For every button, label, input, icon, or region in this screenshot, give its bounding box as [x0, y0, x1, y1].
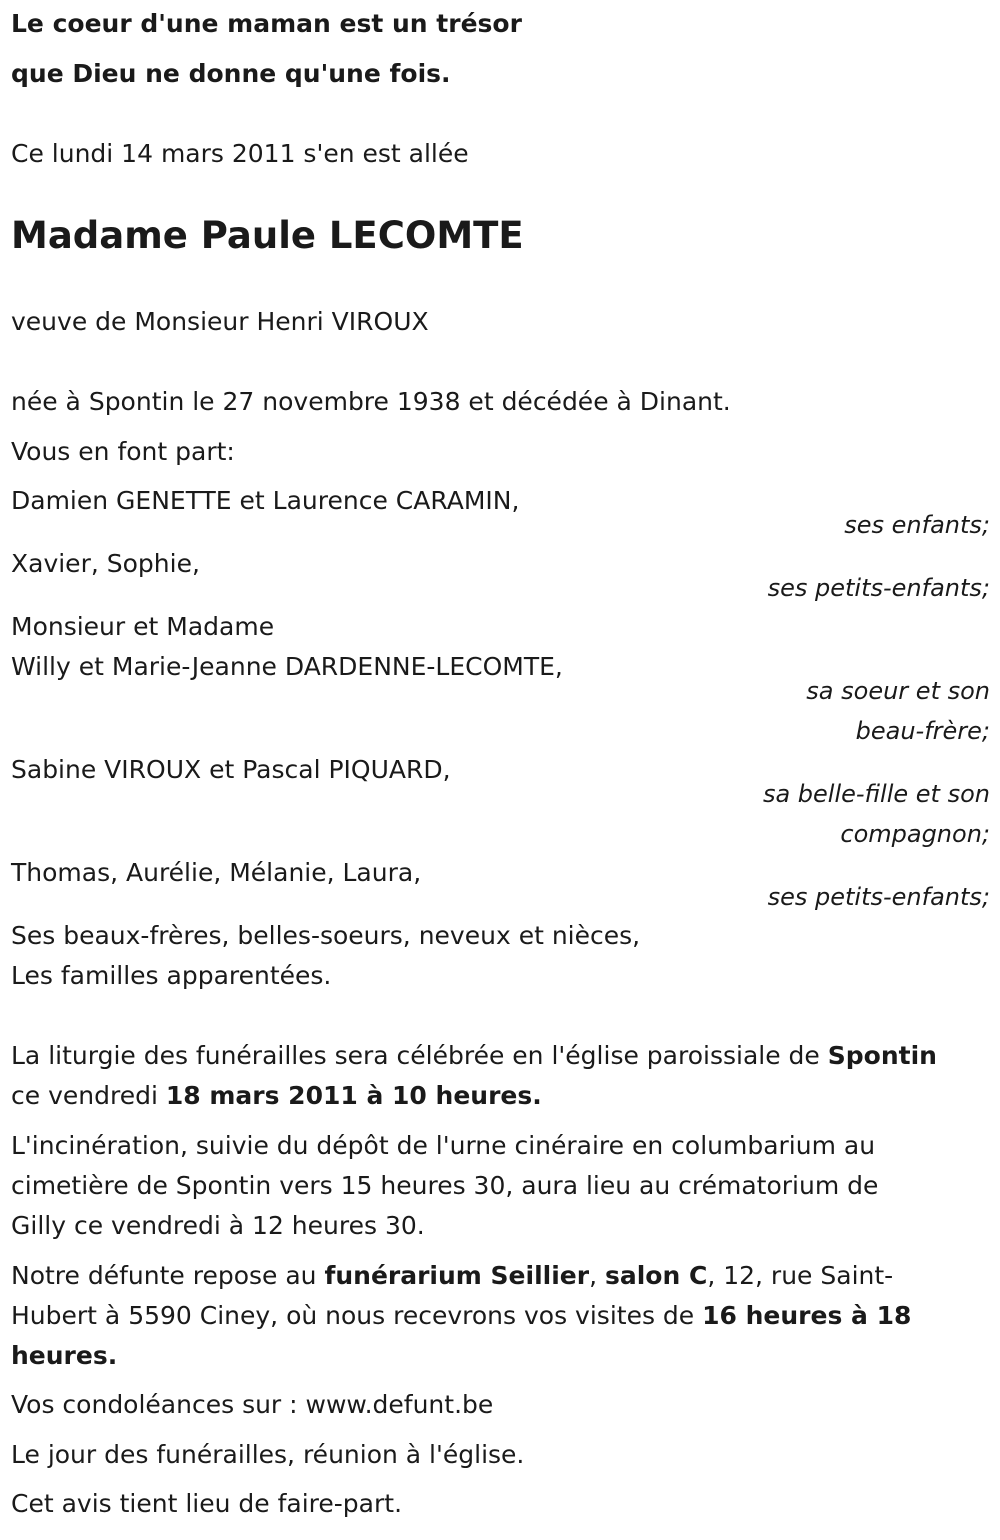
- family-relation-5: ses petits-enfants;: [767, 883, 990, 911]
- family-relation-3a: sa soeur et son: [806, 677, 990, 705]
- salon-name: salon C: [604, 1261, 708, 1290]
- spouse-text: veuve de Monsieur Henri VIROUX: [11, 307, 429, 336]
- family-name-3b: Willy et Marie-Jeanne DARDENNE-LECOMTE,: [11, 652, 563, 681]
- liturgy-text: La liturgie des funérailles sera célébrée en l'église paroissiale de: [11, 1041, 828, 1070]
- quote-line-1: Le coeur d'une maman est un trésor: [11, 9, 522, 38]
- family-relation-1: ses enfants;: [844, 511, 990, 539]
- liturgy-line-1: [11, 1040, 937, 1072]
- rest-address: , 12, rue Saint-: [707, 1261, 894, 1290]
- family-name-4: Sabine VIROUX et Pascal PIQUARD,: [11, 755, 451, 784]
- rest-line-3: heures.: [11, 1341, 118, 1370]
- liturgy-day: ce vendredi: [11, 1081, 166, 1110]
- family-name-1: Damien GENETTE et Laurence CARAMIN,: [11, 486, 520, 515]
- visit-hours: 16 heures à 18: [702, 1301, 912, 1330]
- birth-death-text: née à Spontin le 27 novembre 1938 et décédée à Dinant.: [11, 387, 731, 416]
- condolences-text: Vos condoléances sur : www.defunt.be: [11, 1390, 494, 1419]
- extended-family-2: Les familles apparentées.: [11, 961, 332, 990]
- cremation-line-1: L'incinération, suivie du dépôt de l'urne cinéraire en columbarium au: [11, 1131, 876, 1160]
- family-relation-4a: sa belle-fille et son: [762, 780, 990, 808]
- rest-line-2: [11, 1300, 911, 1332]
- family-name-2: Xavier, Sophie,: [11, 549, 200, 578]
- liturgy-line-2: [11, 1080, 542, 1112]
- cremation-line-2: cimetière de Spontin vers 15 heures 30, aura lieu au crématorium de: [11, 1171, 879, 1200]
- cremation-line-3: Gilly ce vendredi à 12 heures 30.: [11, 1211, 425, 1240]
- notice-text: Cet avis tient lieu de faire-part.: [11, 1489, 403, 1518]
- visit-text: Hubert à 5590 Ciney, où nous recevrons vos visites de: [11, 1301, 703, 1330]
- rest-separator: ,: [589, 1261, 605, 1290]
- family-relation-2: ses petits-enfants;: [767, 574, 990, 602]
- family-relation-3b: beau-frère;: [855, 717, 990, 745]
- liturgy-datetime: 18 mars 2011 à 10 heures.: [165, 1081, 542, 1110]
- quote-line-2: que Dieu ne donne qu'une fois.: [11, 59, 451, 88]
- rest-text: Notre défunte repose au: [11, 1261, 325, 1290]
- intro-text: Ce lundi 14 mars 2011 s'en est allée: [11, 139, 469, 168]
- rest-line-1: [11, 1260, 893, 1292]
- deceased-name: Madame Paule LECOMTE: [11, 214, 524, 257]
- announce-text: Vous en font part:: [11, 437, 235, 466]
- family-relation-4b: compagnon;: [840, 820, 990, 848]
- family-name-5: Thomas, Aurélie, Mélanie, Laura,: [11, 858, 422, 887]
- extended-family-1: Ses beaux-frères, belles-soeurs, neveux et nièces,: [11, 921, 641, 950]
- liturgy-place: Spontin: [827, 1041, 937, 1070]
- family-name-3a: Monsieur et Madame: [11, 612, 275, 641]
- meeting-text: Le jour des funérailles, réunion à l'église.: [11, 1440, 525, 1469]
- funerarium-name: funérarium Seillier: [324, 1261, 590, 1290]
